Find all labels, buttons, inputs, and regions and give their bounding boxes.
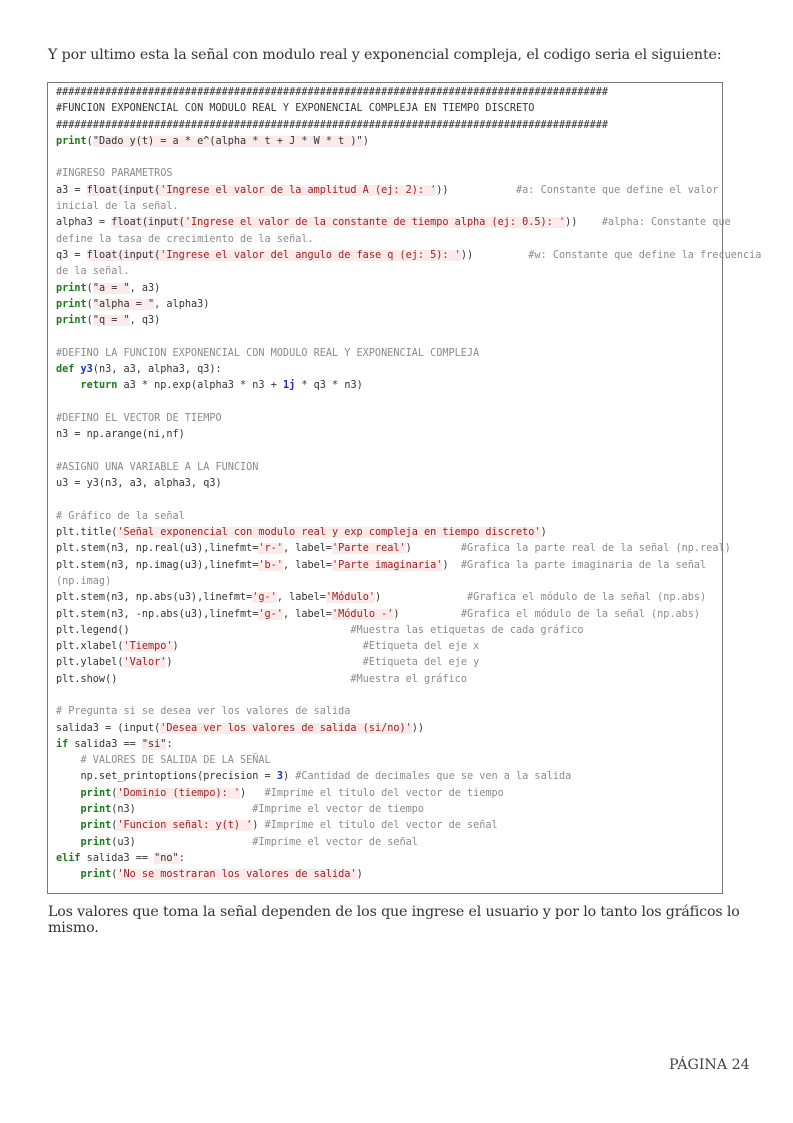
code-token: plt.xlabel(: [56, 641, 124, 653]
code-token: 'Módulo -': [332, 608, 394, 620]
code-line: [56, 737, 720, 753]
code-line: [56, 558, 720, 574]
code-token: (: [86, 135, 93, 147]
code-token: [56, 788, 81, 799]
outro-paragraph: Los valores que toma la señal dependen de los que ingrese el usuario y por lo tanto los gráficos lo mismo.: [48, 904, 740, 936]
code-token: plt.stem(n3, np.real(u3),linefmt=: [56, 543, 259, 555]
code-token: #Imprime el titulo del vector de tiempo: [246, 787, 504, 799]
code-token: (: [86, 282, 93, 294]
code-token: , q3): [129, 315, 161, 327]
code-token: plt.stem(n3, -np.abs(u3),linefmt=: [56, 608, 259, 620]
code-token: plt.title(: [56, 527, 118, 539]
page-number: PÁGINA 24: [669, 1057, 750, 1073]
code-line: [56, 395, 720, 411]
code-line: [56, 655, 720, 671]
code-token: )): [565, 217, 578, 229]
code-token: ): [240, 787, 247, 799]
code-token: return: [80, 380, 118, 392]
code-token: #Grafica el módulo de la señal (np.abs): [381, 592, 707, 604]
code-token: print: [56, 315, 87, 327]
code-token: [56, 820, 81, 831]
code-token: 'Ingrese el valor del angulo de fase q (ej: 5): ': [160, 249, 461, 261]
code-line: [56, 688, 720, 704]
code-token: "a = ": [92, 282, 130, 294]
code-line: [56, 607, 720, 623]
code-line: [56, 769, 720, 785]
code-token: #Grafica la parte imaginaria de la señal: [448, 559, 707, 571]
code-token: plt.ylabel(: [56, 657, 124, 669]
code-token: #Muestra las etiquetas de cada gráfico: [129, 624, 584, 636]
code-token: #alpha: Constante que: [577, 217, 731, 229]
code-token: salida3 ==: [80, 852, 155, 864]
code-token: plt.legend(): [56, 624, 130, 636]
code-token: alpha3 =: [56, 217, 112, 229]
code-token: plt.stem(n3, np.imag(u3),linefmt=: [56, 559, 259, 571]
code-token: #DEFINO LA FUNCION EXPONENCIAL CON MODULO REAL Y EXPONENCIAL COMPLEJA: [56, 347, 480, 359]
code-line: [56, 232, 720, 248]
code-line: [56, 476, 720, 492]
code-token: #Grafica el módulo de la señal (np.abs): [399, 608, 701, 620]
code-token: 'Funcion señal: y(t) ': [117, 820, 253, 832]
code-line: [56, 264, 720, 280]
code-token: [56, 380, 81, 391]
code-token: float(input(: [111, 217, 185, 229]
code-token: 'g-': [258, 608, 283, 620]
code-token: # Gráfico de la señal: [56, 510, 185, 522]
code-token: ): [405, 543, 412, 555]
code-token: print: [80, 836, 112, 848]
code-line: [56, 362, 720, 378]
code-block: [47, 82, 762, 894]
code-token: (n3): [111, 804, 136, 816]
code-token: ): [393, 608, 400, 620]
code-line: [56, 672, 720, 688]
code-line: [56, 378, 720, 394]
code-token: 'Valor': [123, 657, 167, 669]
code-token: )): [411, 722, 425, 734]
code-line: [56, 427, 720, 443]
code-line: [56, 867, 720, 883]
code-token: if: [56, 738, 69, 750]
code-token: [56, 837, 81, 848]
code-line: [56, 590, 720, 606]
code-token: print: [80, 869, 112, 881]
code-token: :: [166, 738, 173, 750]
code-line: [56, 411, 720, 427]
code-token: print: [80, 804, 112, 816]
code-token: (np.imag): [56, 575, 112, 587]
code-line: [56, 460, 720, 476]
code-token: [56, 804, 81, 815]
code-token: define la tasa de crecimiento de la señal.: [56, 233, 314, 245]
code-token: , alpha3): [154, 298, 210, 310]
code-token: ): [442, 559, 449, 571]
code-token: "q = ": [92, 315, 130, 327]
code-line: [56, 346, 720, 362]
code-line: [56, 851, 720, 867]
code-line: [56, 281, 720, 297]
code-token: plt.show(): [56, 673, 118, 685]
code-token: * q3 * n3): [295, 380, 363, 392]
code-token: (: [111, 869, 118, 881]
code-token: 'Módulo': [325, 592, 375, 604]
code-token: float(input(: [86, 249, 161, 261]
code-token: 'r-': [258, 543, 283, 555]
code-line: [56, 492, 720, 508]
code-token: #Etiqueta del eje x: [178, 641, 480, 653]
code-token: q3 =: [56, 249, 87, 261]
code-line: [56, 574, 720, 590]
code-token: 'Ingrese el valor de la constante de tiempo alpha (ej: 0.5): ': [184, 217, 566, 229]
code-token: ##########################################################################################: [56, 119, 609, 131]
code-token: #Imprime el vector de señal: [135, 836, 418, 848]
code-token: #DEFINO EL VECTOR DE TIEMPO: [56, 412, 222, 424]
code-token: (: [111, 787, 118, 799]
code-line: [56, 329, 720, 345]
code-token: inicial de la señal.: [56, 201, 179, 213]
code-line: [56, 248, 762, 264]
code-line: [56, 721, 720, 737]
code-line: [56, 818, 720, 834]
code-token: :: [178, 852, 185, 864]
code-token: ): [166, 657, 173, 669]
code-token: )): [460, 249, 474, 261]
code-token: salida3 ==: [68, 738, 142, 750]
code-token: a3 * np.exp(alpha3 * n3 +: [117, 380, 283, 392]
code-line: [56, 85, 720, 101]
code-token: #a: Constante que define el valor: [448, 184, 719, 196]
code-token: print: [56, 282, 87, 294]
code-line: [56, 150, 720, 166]
code-token: #Imprime el vector de tiempo: [135, 804, 425, 816]
code-token: 3: [276, 771, 283, 783]
code-line: [56, 313, 720, 329]
code-token: 'Parte imaginaria': [332, 559, 443, 571]
code-token: 'Desea ver los valores de salida (si/no)': [160, 722, 412, 734]
code-token: a3 =: [56, 184, 87, 196]
code-line: [56, 704, 720, 720]
code-listing: [56, 85, 762, 884]
code-token: #Etiqueta del eje y: [172, 657, 480, 669]
code-line: [56, 786, 720, 802]
code-token: )): [436, 184, 449, 196]
code-token: ): [282, 771, 296, 783]
code-line: [56, 101, 720, 117]
code-line: [56, 639, 720, 655]
code-line: [56, 118, 720, 134]
code-token: "si": [141, 738, 167, 750]
code-token: "alpha = ": [92, 298, 155, 310]
code-token: 'Señal exponencial con modulo real y exp compleja en tiempo discreto': [117, 527, 541, 539]
code-line: [56, 541, 731, 557]
code-token: ##########################################################################################: [56, 87, 609, 98]
code-token: 'Parte real': [332, 543, 406, 555]
code-token: print: [56, 298, 87, 310]
code-token: salida3 = (input(: [56, 722, 161, 734]
code-token: def: [56, 364, 81, 376]
code-token: #ASIGNO UNA VARIABLE A LA FUNCION: [56, 461, 259, 473]
code-line: [56, 215, 731, 231]
code-token: ): [172, 641, 179, 653]
code-token: # Pregunta si se desea ver los valores de salida: [56, 706, 351, 718]
code-token: y3: [80, 364, 93, 376]
code-token: #w: Constante que define la frecuencia: [473, 249, 762, 261]
code-token: (n3, a3, alpha3, q3):: [92, 364, 222, 376]
code-token: , label=: [282, 559, 333, 571]
code-token: [56, 869, 81, 880]
code-token: np.set_printoptions(precision =: [56, 771, 277, 783]
code-token: #Cantidad de decimales que se ven a la salida: [295, 771, 572, 783]
code-token: #FUNCION EXPONENCIAL CON MODULO REAL Y EXPONENCIAL COMPLEJA EN TIEMPO DISCRETO: [56, 103, 535, 115]
code-token: u3 = y3(n3, a3, alpha3, q3): [56, 478, 222, 490]
code-token: ): [374, 592, 382, 604]
code-line: [56, 166, 720, 182]
code-token: ): [252, 820, 259, 832]
code-token: 'Tiempo': [123, 641, 173, 653]
code-token: , a3): [129, 282, 161, 294]
code-line: [56, 297, 720, 313]
code-token: ): [362, 135, 369, 147]
code-token: #Imprime el titulo del vector de señal: [258, 820, 498, 832]
code-token: (: [86, 315, 93, 327]
code-line: [56, 134, 720, 150]
code-line: [56, 183, 720, 199]
code-token: 1j: [282, 380, 296, 392]
code-token: #INGRESO PARAMETROS: [56, 168, 173, 180]
code-token: #Grafica la parte real de la señal (np.real): [411, 543, 731, 555]
code-token: , label=: [282, 608, 333, 620]
code-line: [56, 623, 720, 639]
code-line: [56, 525, 720, 541]
code-token: print: [80, 787, 112, 799]
code-token: print: [56, 135, 87, 147]
code-line: [56, 802, 720, 818]
code-token: (: [86, 298, 93, 310]
code-line: [56, 509, 720, 525]
code-token: 'Ingrese el valor de la amplitud A (ej: 2): ': [160, 184, 437, 196]
code-token: , label=: [282, 543, 333, 555]
code-token: de la señal.: [56, 266, 130, 278]
code-line: [56, 199, 720, 215]
code-line: [56, 835, 720, 851]
code-token: "no": [154, 852, 179, 864]
code-token: 'No se mostraran los valores de salida': [117, 869, 357, 881]
code-token: , label=: [276, 592, 326, 604]
code-token: 'b-': [258, 559, 283, 571]
code-line: [56, 444, 720, 460]
code-token: float(input(: [86, 184, 161, 196]
code-token: 'g-': [252, 592, 277, 604]
code-line: [56, 753, 720, 769]
code-token: plt.stem(n3, np.abs(u3),linefmt=: [56, 592, 253, 604]
code-token: print: [80, 820, 112, 832]
code-token: "Dado y(t) = a * e^(alpha * t + J * W * t )": [92, 135, 363, 147]
code-token: elif: [56, 852, 81, 864]
code-token: #Muestra el gráfico: [117, 673, 467, 685]
code-token: ): [356, 869, 363, 881]
code-token: n3 = np.arange(ni,nf): [56, 429, 185, 441]
code-token: # VALORES DE SALIDA DE LA SEÑAL: [56, 755, 271, 767]
code-token: (u3): [111, 836, 136, 848]
code-token: (: [111, 820, 118, 832]
code-token: 'Dominio (tiempo): ': [117, 787, 241, 799]
intro-paragraph: Y por ultimo esta la señal con modulo real y exponencial compleja, el codigo seria el siguiente:: [48, 47, 722, 63]
code-token: ): [540, 527, 547, 539]
